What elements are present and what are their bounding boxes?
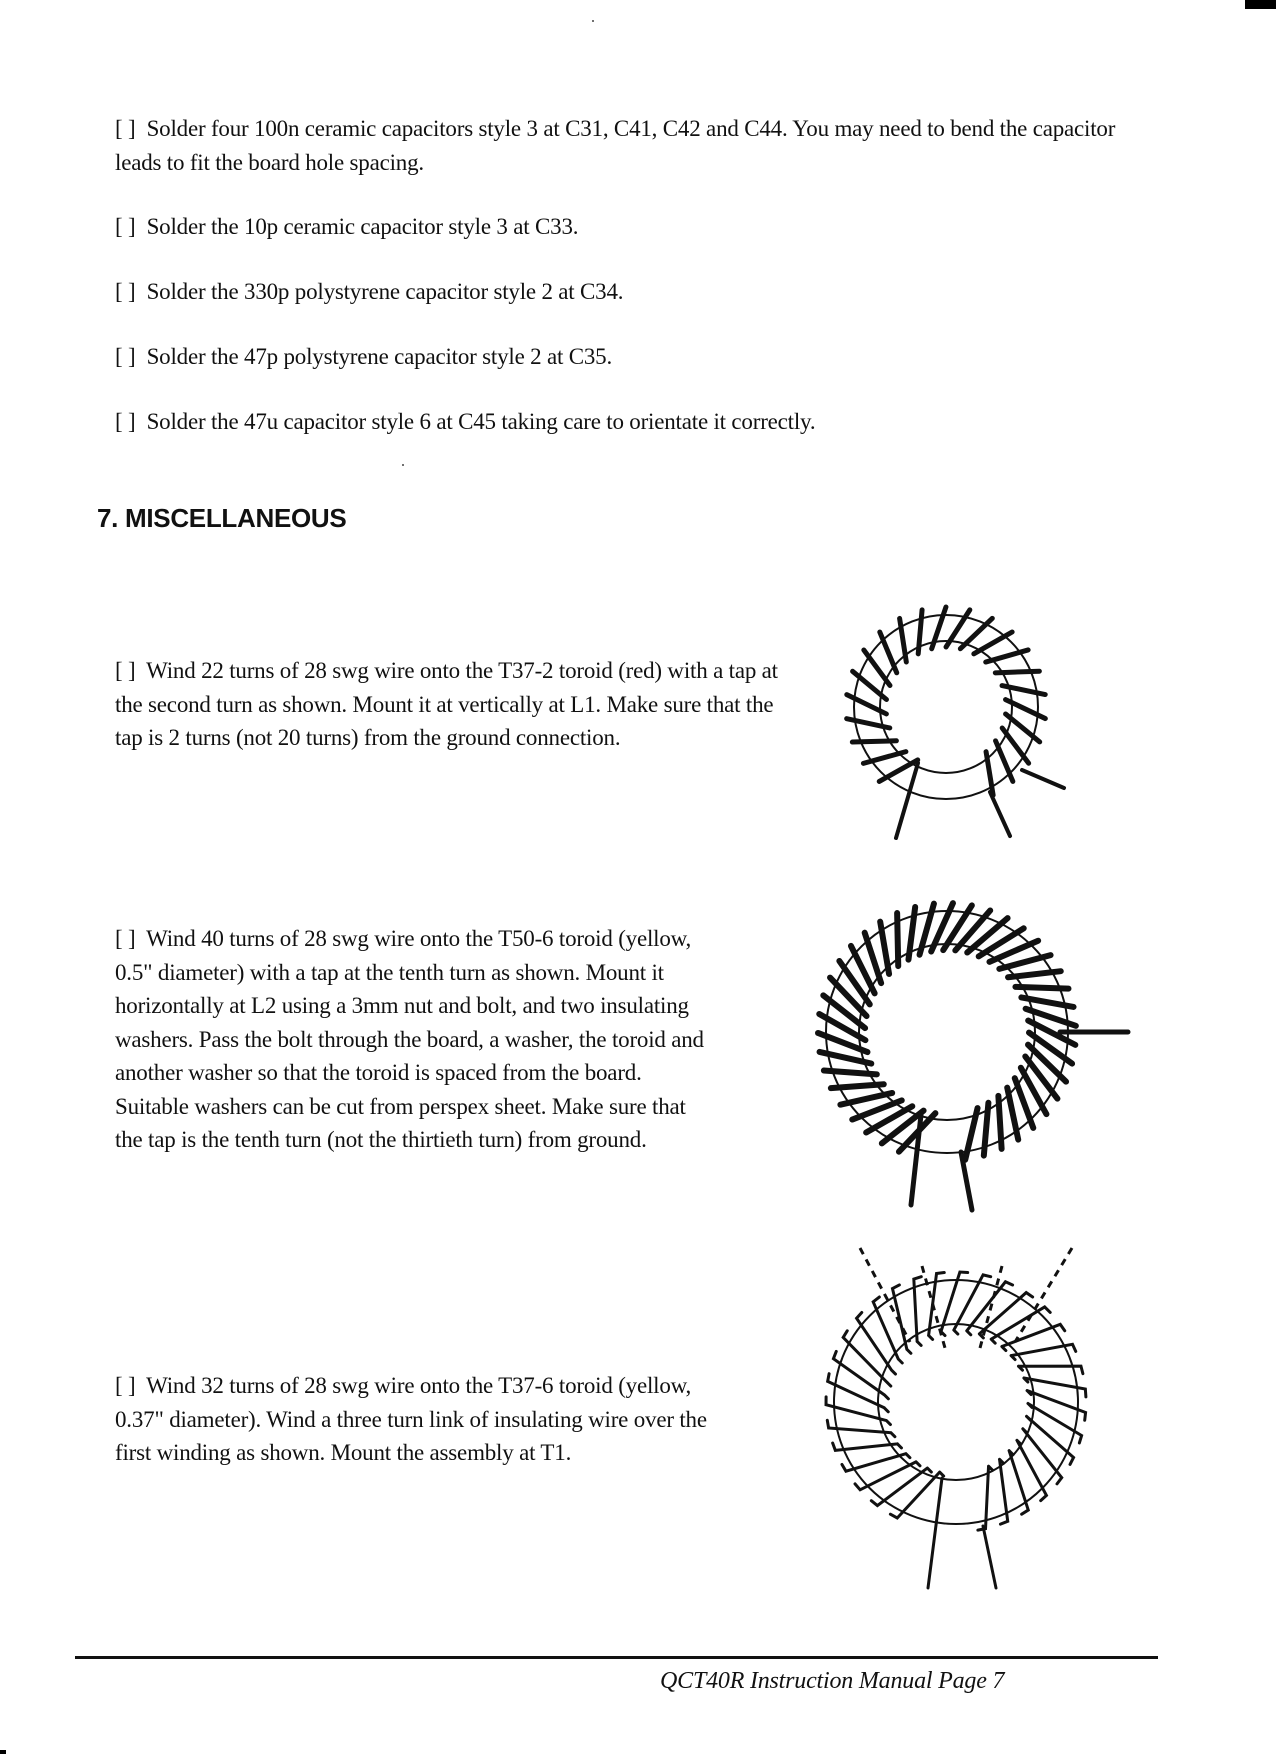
checklist-item-c45 [115,405,1135,439]
checkbox[interactable]: [ ] [115,1373,136,1398]
checkbox[interactable]: [ ] [115,344,136,369]
scan-speck [402,464,404,466]
item-text: Solder the 47u capacitor style 6 at C45 taking care to orientate it correctly. [146,409,816,434]
scan-speck [592,20,594,22]
scan-corner-mark [1245,0,1276,9]
item-text: Solder the 47p polystyrene capacitor style 2 at C35. [146,344,613,369]
checkbox[interactable]: [ ] [115,409,136,434]
item-text: Solder the 10p ceramic capacitor style 3 at C33. [146,214,579,239]
toroid-t37-2-diagram [800,600,1080,880]
checklist-item-c34 [115,275,1135,309]
scan-edge-mark [0,1750,6,1754]
winding-step-l2 [115,922,715,1157]
checkbox[interactable]: [ ] [115,926,136,951]
section-heading: 7. MISCELLANEOUS [97,503,347,533]
checklist-item-c35 [115,340,1135,374]
toroid-t50-6-diagram [790,880,1140,1220]
winding-step-t1 [115,1369,735,1470]
footer-rule [75,1656,1158,1659]
step-text: Wind 40 turns of 28 swg wire onto the T50-6 toroid (yellow, 0.5" diameter) with a tap at the tenth turn as shown. Mount it horizontally at L2 using a 3mm nut and bolt, and two insulating washers. Pass the bolt through the board, a washer, the toroid and another washer so that the toroid is spaced from the board. Suitable washers can be cut from perspex sheet. Make sure that the tap is the tenth turn (not the thirtieth turn) from ground. [115,926,704,1152]
step-text: Wind 32 turns of 28 swg wire onto the T37-6 toroid (yellow, 0.37" diameter). Wind a three turn link of insulating wire over the first winding as shown. Mount the assembly at T1. [115,1373,707,1465]
checklist-item-c31-c44 [115,112,1135,179]
page-footer: QCT40R Instruction Manual Page 7 [660,1668,1005,1694]
item-text: Solder the 330p polystyrene capacitor style 2 at C34. [146,279,624,304]
step-text: Wind 22 turns of 28 swg wire onto the T37-2 toroid (red) with a tap at the second turn as shown. Mount it at vertically at L1. Make sure that the tap is 2 turns (not 20 turns) from the ground connection. [115,658,778,750]
checkbox[interactable]: [ ] [115,214,136,239]
checklist-item-c33 [115,210,1135,244]
checkbox[interactable]: [ ] [115,658,136,683]
winding-step-l1 [115,654,795,755]
checkbox[interactable]: [ ] [115,116,136,141]
toroid-t37-6-diagram [810,1230,1100,1590]
item-text: Solder four 100n ceramic capacitors style 3 at C31, C41, C42 and C44. You may need to bend the capacitor leads to fit the board hole spacing. [115,116,1116,175]
checkbox[interactable]: [ ] [115,279,136,304]
